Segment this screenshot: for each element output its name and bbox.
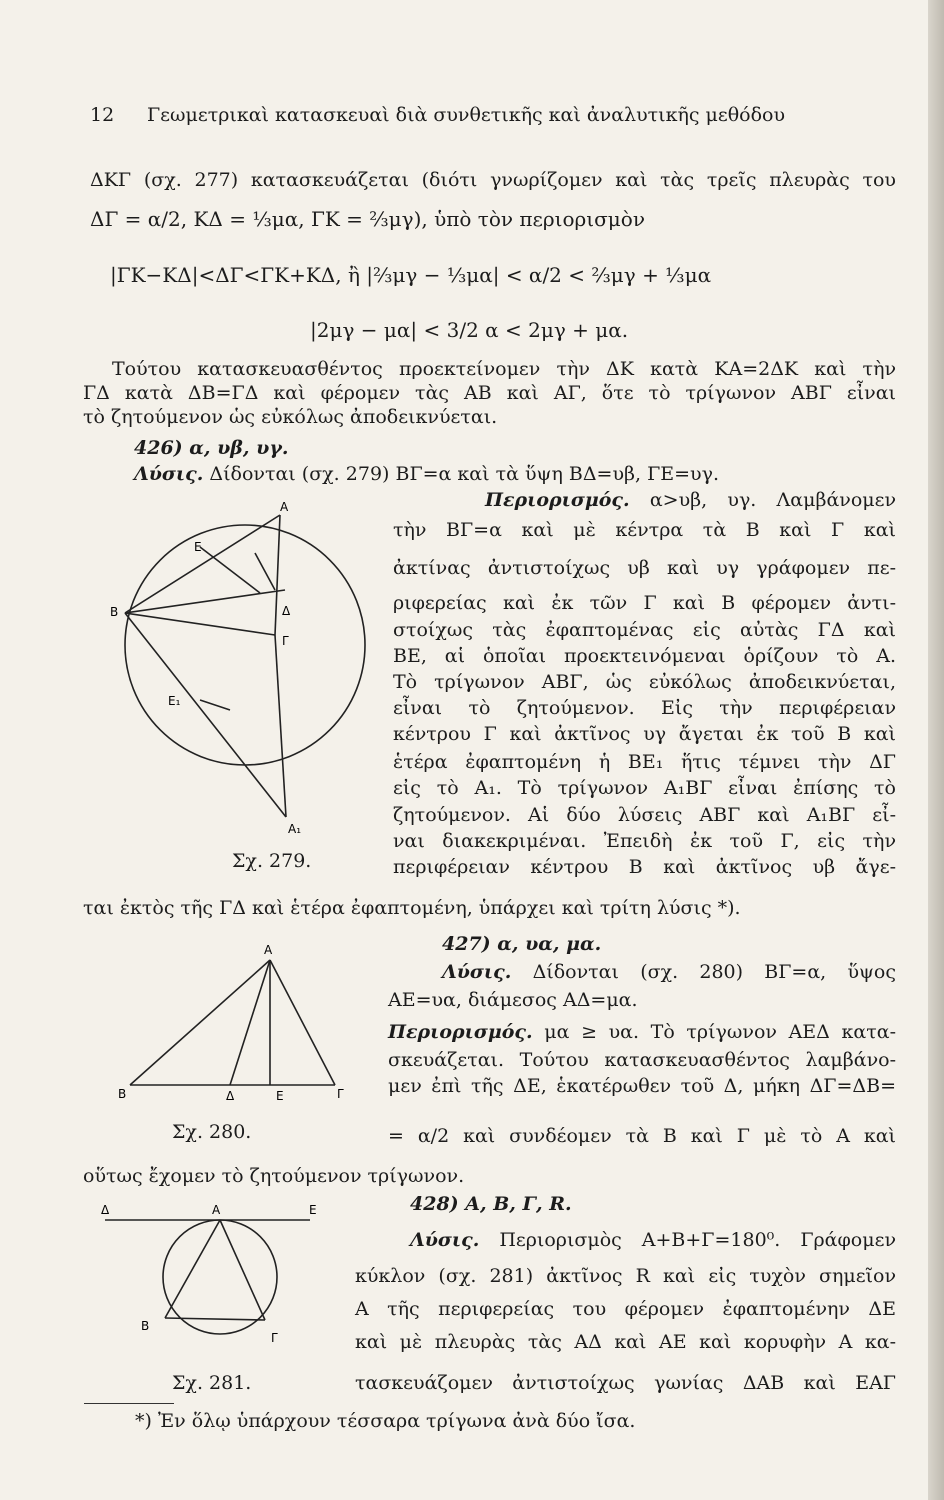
figure-281 (95, 1200, 335, 1360)
p427-line5: μεν ἐπὶ τῆς ΔΕ, ἑκατέρωθεν τοῦ Δ, μήκη ΔΓ=ΔΒ= (388, 1075, 896, 1097)
fig279-label-B: Β (110, 605, 119, 619)
restriction-label-427: Περιορισμός. (388, 1021, 533, 1043)
fig281-label-D: Δ (101, 1203, 110, 1217)
fig280-label-A: Α (264, 943, 273, 957)
fig279-label-E: Ε (194, 540, 202, 554)
fig279-label-A: Α (280, 500, 289, 514)
p427-line2: ΑΕ=υα, διάμεσος ΑΔ=μα. (388, 989, 638, 1011)
p426-line-5: Τὸ τρίγωνον ΑΒΓ, ὡς εὐκόλως ἀποδεικνύεται, (393, 671, 896, 693)
p428-line-3: τασκευάζομεν ἀντιστοίχως γωνίας ΔΑΒ καὶ ΕΑΓ (355, 1372, 896, 1394)
intro-para-2: τὸ ζητούμενον ὡς εὐκόλως ἀποδεικνύεται. (83, 406, 498, 428)
p426-last-line: ται ἐκτὸς τῆς ΓΔ καὶ ἑτέρα ἐφαπτομένη, ὑπάρχει καὶ τρίτη λύσις *). (83, 897, 741, 919)
problem-427-heading: 427) α, υα, μα. (442, 933, 602, 955)
p426-line-12: περιφέρειαν κέντρου Β καὶ ἀκτῖνος υβ ἄγε- (393, 856, 896, 878)
solution-text-426: Δίδονται (σχ. 279) ΒΓ=α καὶ τὰ ὕψη ΒΔ=υβ, ΓΕ=υγ. (209, 463, 720, 485)
circle-279 (125, 525, 365, 765)
fig281-label-B: Β (141, 1319, 150, 1333)
problem-428-heading: 428) Α, Β, Γ, R. (410, 1193, 572, 1215)
p428-line-2: καὶ μὲ πλευρὰς τὰς ΑΔ καὶ ΑΕ καὶ κορυφὴν Α κα- (355, 1331, 896, 1353)
intro-line2: ΔΓ = α/2, ΚΔ = ⅓μα, ΓΚ = ⅔μγ), ὑπὸ τὸν περιορισμὸν (90, 207, 645, 231)
intro-para-0: Τούτου κατασκευασθέντος προεκτείνομεν τὴν ΔΚ κατὰ ΚΑ=2ΔΚ καὶ τὴν (112, 358, 896, 380)
fig279-caption: Σχ. 279. (232, 850, 312, 872)
p426-line-10: ζητούμενον. Αἱ δύο λύσεις ΑΒΓ καὶ Α₁ΒΓ εἶ- (393, 804, 896, 826)
p426-line-8: ἑτέρα ἐφαπτομένη ἡ ΒΕ₁ ἥτις τέμνει τὴν ΔΓ (393, 751, 896, 773)
solution-label-426: Λύσις. (134, 463, 204, 485)
p426-line-0: τὴν ΒΓ=α καὶ μὲ κέντρα τὰ Β καὶ Γ καὶ (393, 519, 896, 541)
fig281-caption: Σχ. 281. (172, 1372, 252, 1394)
fig280-caption: Σχ. 280. (172, 1121, 252, 1143)
figure-280 (110, 940, 350, 1105)
intro-line3: |ΓΚ−ΚΔ|<ΔΓ<ΓΚ+ΚΔ, ἢ |⅔μγ − ⅓μα| < α/2 < ⅔μγ + ⅓μα (110, 263, 712, 287)
p426-line-1: ἀκτίνας ἀντιστοίχως υβ καὶ υγ γράφομεν πε- (393, 557, 896, 579)
footnote: *) Ἐν ὅλῳ ὑπάρχουν τέσσαρα τρίγωνα ἀνὰ δύο ἴσα. (135, 1410, 636, 1432)
restriction-label-426: Περιορισμός. (485, 489, 630, 511)
p426-line-11: ναι διακεκριμέναι. Ἐπειδὴ ἐκ τοῦ Γ, εἰς τὴν (393, 830, 896, 852)
fig280-label-G: Γ (337, 1087, 344, 1101)
p426-line-4: ΒΕ, αἱ ὁποῖαι προεκτεινόμεναι ὁρίζουν τὸ Α. (393, 645, 896, 667)
fig279-label-A1: Α₁ (288, 822, 302, 836)
fig281-label-G: Γ (271, 1331, 278, 1345)
restriction-text-427: μα ≥ υα. Τὸ τρίγωνον ΑΕΔ κατα- (544, 1021, 896, 1043)
fig279-label-G: Γ (282, 634, 289, 648)
fig280-label-E: Ε (276, 1089, 284, 1103)
solution-label-428: Λύσις. (410, 1229, 480, 1251)
p427-line4: σκευάζεται. Τούτου κατασκευασθέντος λαμβάνο- (388, 1049, 896, 1071)
p426-line-3: στοίχως τὰς ἐφαπτομένας εἰς αὐτὰς ΓΔ καὶ (393, 619, 896, 641)
fig281-label-E: Ε (309, 1203, 317, 1217)
fig281-label-A: Α (212, 1203, 221, 1217)
footnote-rule (84, 1403, 174, 1404)
p426-line-2: ριφερείας καὶ ἐκ τῶν Γ καὶ Β φέρομεν ἀντι- (393, 592, 896, 614)
p428-line-1: Α τῆς περιφερείας του φέρομεν ἐφαπτομένην ΔΕ (355, 1298, 896, 1320)
solution-text-427: Δίδονται (σχ. 280) ΒΓ=α, ὕψος (532, 961, 896, 983)
fig279-label-E1: Ε₁ (168, 694, 181, 708)
p426-line-9: εἰς τὸ Α₁. Τὸ τρίγωνον Α₁ΒΓ εἶναι ἐπίσης τὸ (393, 777, 896, 799)
fig280-label-B: Β (118, 1087, 127, 1101)
running-title: Γεωμετρικαὶ κατασκευαὶ διὰ συνθετικῆς καὶ ἀναλυτικῆς μεθόδου (147, 104, 786, 126)
figure-279 (90, 495, 390, 845)
fig280-label-D: Δ (226, 1089, 235, 1103)
p427-line6: = α/2 καὶ συνδέομεν τὰ Β καὶ Γ μὲ τὸ Α καὶ (388, 1125, 896, 1147)
fig279-label-D: Δ (282, 604, 291, 618)
intro-para-1: ΓΔ κατὰ ΔΒ=ΓΔ καὶ φέρομεν τὰς ΑΒ καὶ ΑΓ, ὅτε τὸ τρίγωνον ΑΒΓ εἶναι (83, 382, 896, 404)
intro-line1: ΔΚΓ (σχ. 277) κατασκευάζεται (διότι γνωρίζομεν καὶ τὰς τρεῖς πλευρὰς του (90, 169, 896, 191)
restriction-text-426: α>υβ, υγ. Λαμβάνομεν (649, 489, 897, 511)
page-edge (928, 0, 944, 1500)
problem-426-heading: 426) α, υβ, υγ. (134, 437, 289, 459)
solution-text-428: Περιορισμὸς Α+Β+Γ=180⁰. Γράφομεν (499, 1229, 896, 1251)
solution-label-427: Λύσις. (442, 961, 512, 983)
intro-line4: |2μγ − μα| < 3/2 α < 2μγ + μα. (310, 318, 629, 342)
page-number: 12 (90, 104, 115, 126)
p427-last-line: οὕτως ἔχομεν τὸ ζητούμενον τρίγωνον. (83, 1165, 465, 1187)
p426-line-6: εἶναι τὸ ζητούμενον. Εἰς τὴν περιφέρειαν (393, 697, 896, 719)
p426-line-7: κέντρου Γ καὶ ἀκτῖνος υγ ἄγεται ἐκ τοῦ Β καὶ (393, 723, 896, 745)
p428-line-0: κύκλον (σχ. 281) ἀκτῖνος R καὶ εἰς τυχὸν σημεῖον (355, 1265, 896, 1287)
